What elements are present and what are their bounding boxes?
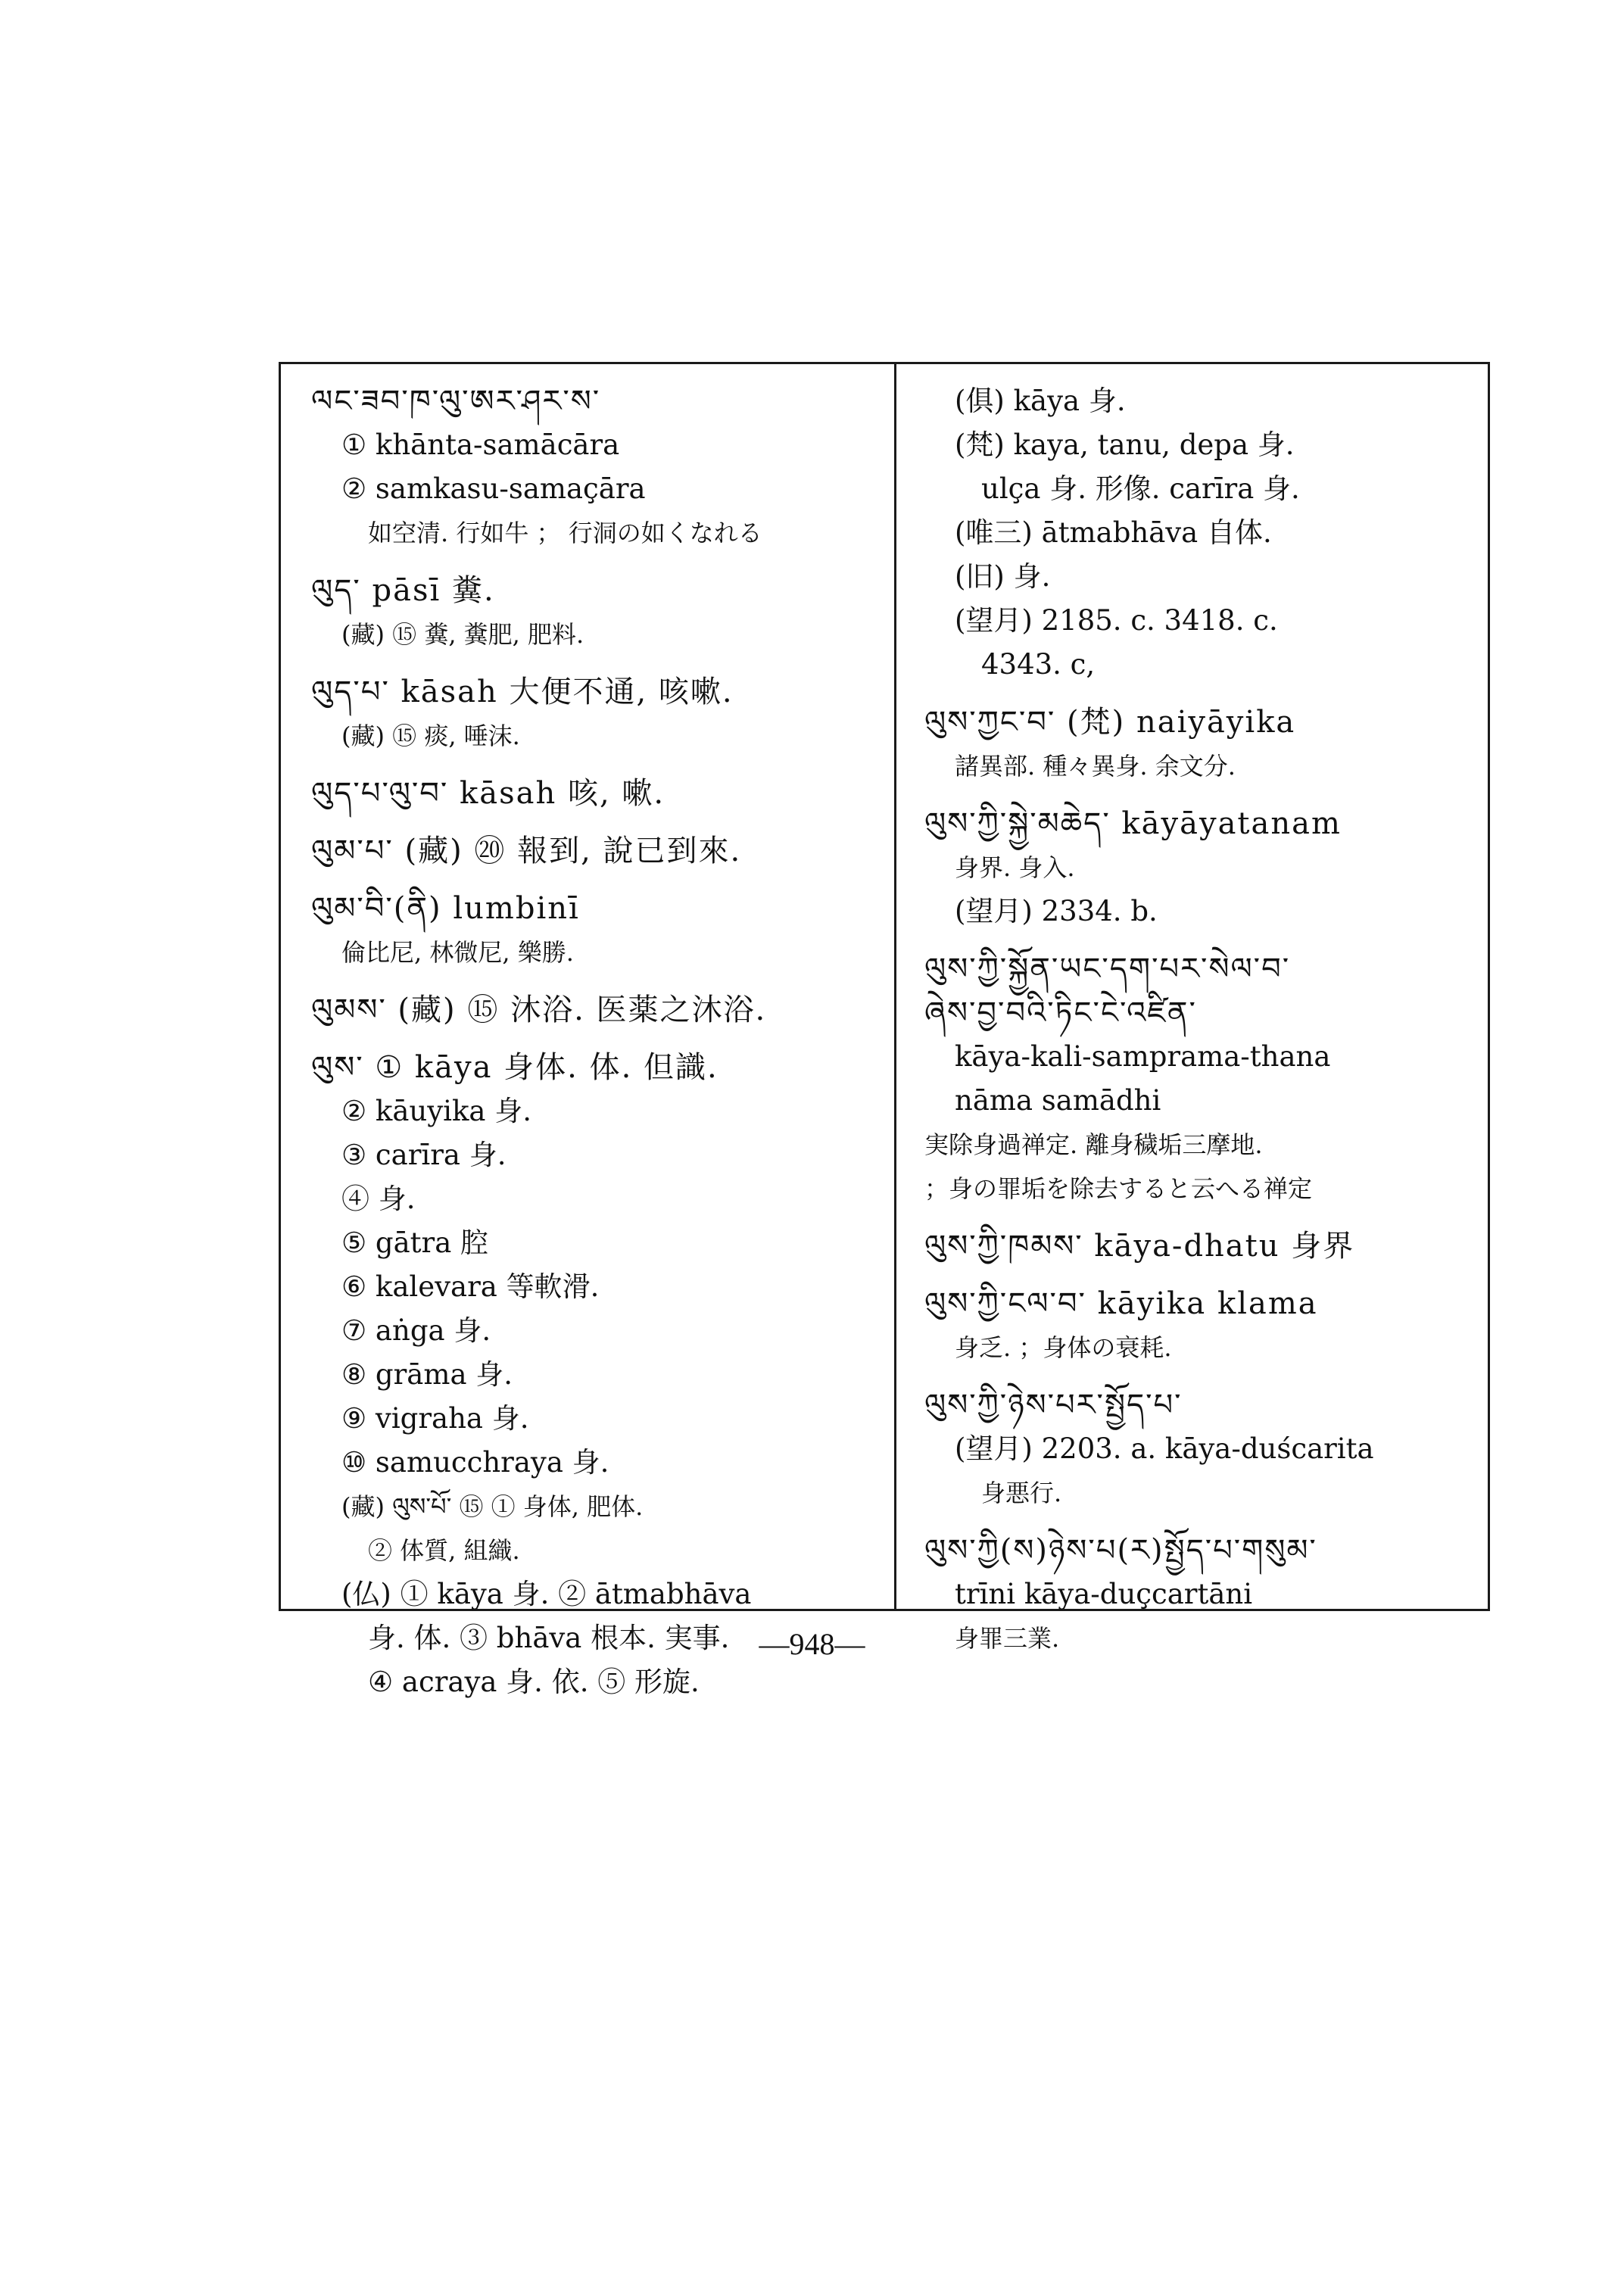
entry-line: ② kāuyika 身. [341, 1095, 531, 1127]
entry-headword: ལུས་ཀྱི་སྐྱེ་མཆེད་ kāyāyatanam [924, 806, 1342, 841]
entry-headword: ལུམ་བི་(ནི) lumbinī [311, 891, 580, 926]
entry-line: (藏) ⑮ 痰, 唾沫. [341, 722, 520, 750]
entry-line: (藏) ⑮ 糞, 糞肥, 肥料. [341, 620, 584, 649]
entry-line: 身罪三業. [955, 1624, 1060, 1653]
entry-line: trīni kāya-duçcartāni [955, 1578, 1253, 1610]
entry-headword: ལུས་ཀྱི་སྐྱོན་ཡང་དག་པར་སེལ་བ་ [924, 952, 1291, 986]
entry-line: 倫比尼, 林微尼, 樂勝. [341, 938, 574, 967]
dictionary-entry [311, 771, 879, 815]
entry-line: ⑨ vigraha 身. [341, 1402, 529, 1435]
entry-line: ulça 身. 形像. carīra 身. [981, 472, 1300, 505]
entry-line: 4343. c, [981, 648, 1096, 681]
dictionary-entry [924, 802, 1470, 933]
entry-line: 実除身過禅定. 離身穢垢三摩地. [924, 1130, 1263, 1159]
entry-line: ⑧ grāma 身. [341, 1358, 513, 1391]
entry-line: (望月) 2334. b. [955, 895, 1158, 927]
entry-line: 身界. 身入. [955, 853, 1075, 882]
entry-line: (俱) kāya 身. [955, 385, 1126, 417]
entry-line: ① khānta-samācāra [341, 429, 620, 461]
entry-headword: ལུས་ཀྱི་ཉེས་པར་སྤྱོད་པ་ [924, 1388, 1183, 1423]
entry-line: ② 体質, 組織. [368, 1536, 520, 1565]
entry-line: ④ 身. [341, 1183, 416, 1215]
dictionary-entry [924, 947, 1470, 1211]
entry-headword: ལུས་ཀྱི(ས)ཉེས་པ(ར)སྤྱོད་པ་གསུམ་ [924, 1533, 1317, 1568]
entry-line: 身乏. ；身体の衰耗. [955, 1333, 1172, 1362]
entry-headword: ལུད་ pāsī 糞. [311, 573, 495, 608]
dictionary-entry [311, 988, 879, 1032]
dictionary-entry [311, 887, 879, 974]
entry-line: ⑩ samucchraya 身. [341, 1446, 609, 1479]
entry-line: ② samkasu-samaçāra [341, 472, 646, 505]
dictionary-entry [311, 670, 879, 758]
entry-headword: ལུད་པ་ལུ་བ་ kāsah 咳, 嗽. [311, 776, 665, 811]
dictionary-entry [311, 569, 879, 656]
entry-headword: ལུས་ཀྱི་ཁམས་ kāya-dhatu 身界 [924, 1229, 1355, 1264]
entry-line: ⑦ aṅga 身. [341, 1314, 491, 1347]
page-number: —948— [759, 1627, 865, 1661]
entry-line: (望月) 2185. c. 3418. c. [955, 604, 1278, 637]
dictionary-entry [311, 829, 879, 873]
entry-line: ⑤ gātra 腔 [341, 1226, 489, 1259]
right-column [924, 379, 1470, 1674]
dictionary-entry [924, 700, 1470, 788]
entry-headword: ལུམས་ (藏) ⑮ 沐浴. 医薬之沐浴. [311, 993, 767, 1027]
entry-headword: ལང་ཟབ་ཁ་ལུ་ཨར་ཤར་ས་ [311, 384, 601, 419]
dictionary-entry [311, 379, 879, 555]
entry-headword: ལུད་པ་ kāsah 大便不通, 咳嗽. [311, 675, 734, 709]
entry-headword: ལུས་ཀྱི་ངལ་བ་ kāyika klama [924, 1286, 1318, 1321]
entry-line: ；身の罪垢を除去すると云へる禅定 [924, 1174, 1313, 1203]
dictionary-entry [924, 379, 1470, 687]
entry-line: ⑥ kalevara 等軟滑. [341, 1270, 600, 1303]
entry-line: 諸異部. 種々異身. 余文分. [955, 752, 1236, 781]
dictionary-entry [924, 1383, 1470, 1515]
dictionary-entry [924, 1282, 1470, 1370]
entry-headword: ལུས་ ① kāya 身体. 体. 但識. [311, 1050, 718, 1085]
entry-line: (望月) 2203. a. kāya-duścarita [955, 1432, 1374, 1465]
entry-line: 如空清. 行如牛 ； 行洞の如くなれる [368, 519, 762, 547]
dictionary-entry [924, 1224, 1470, 1268]
entry-line: ④ acraya 身. 依. ⑤ 形旋. [368, 1666, 700, 1698]
entry-headword: ལུམ་པ་ (藏) ⑳ 報到, 說已到來. [311, 834, 742, 868]
dictionary-entry [311, 1046, 879, 1704]
entry-headword: ཞེས་བྱ་བའི་ཏིང་ངེ་འཛིན་ [924, 996, 1197, 1030]
column-divider [894, 364, 896, 1609]
entry-line: (仏) ① kāya 身. ② ātmabhāva [341, 1578, 752, 1610]
entry-line: (唯三) ātmabhāva 自体. [955, 516, 1272, 549]
entry-line: 身. 体. ③ bhāva 根本. 実事. [368, 1622, 730, 1654]
entry-line: ③ carīra 身. [341, 1139, 507, 1171]
entry-line: 身悪行. [981, 1479, 1062, 1507]
entry-line: (藏) ལུས་པོ་ ⑮ ① 身体, 肥体. [341, 1492, 644, 1521]
entry-line: (梵) kaya, tanu, depa 身. [955, 429, 1295, 461]
entry-headword: ལུས་ཀྱང་བ་ (梵) naiyāyika [924, 705, 1296, 740]
entry-line: nāma samādhi [955, 1084, 1161, 1117]
entry-line: kāya-kali-samprama-thana [955, 1040, 1331, 1073]
entry-line: (旧) 身. [955, 560, 1051, 593]
left-column [311, 379, 879, 1718]
